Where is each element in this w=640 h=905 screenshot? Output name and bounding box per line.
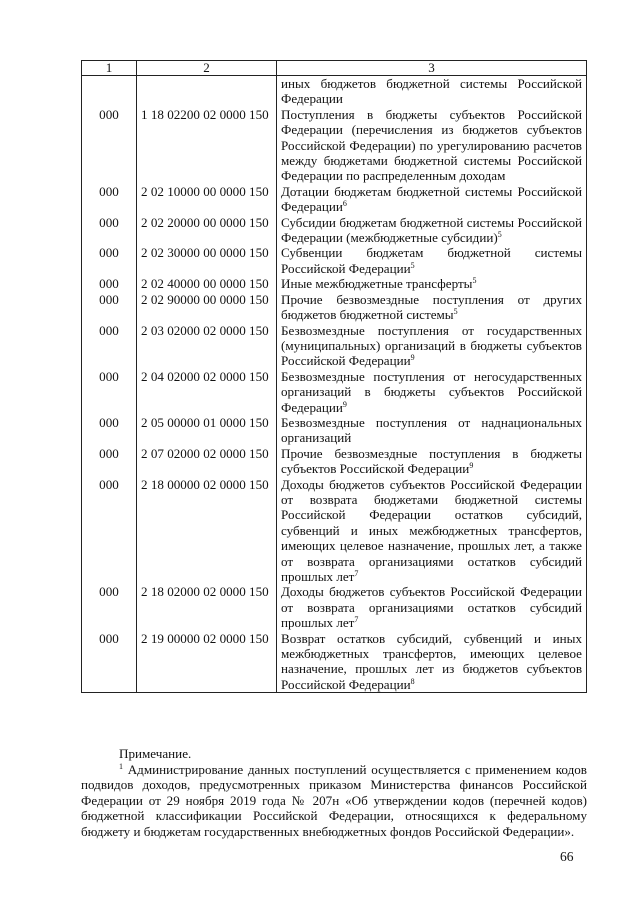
- revenue-name-cell: [277, 76, 587, 107]
- table-row: [82, 369, 587, 415]
- revenue-name-text: Прочие безвозмездные поступления от других бюджетов бюджетной системы: [281, 291, 582, 323]
- table-row: [82, 276, 587, 291]
- revenue-name-cell: [277, 415, 587, 446]
- note-title: Примечание.: [119, 746, 192, 761]
- revenue-codes-table: [81, 60, 587, 693]
- revenue-name-cell: [277, 215, 587, 246]
- table-row: [82, 245, 587, 276]
- admin-code-cell: 000: [82, 323, 137, 369]
- table-row: [82, 631, 587, 693]
- budget-classification-code-cell: 2 02 30000 00 0000 150: [137, 245, 277, 276]
- revenue-name-text: Доходы бюджетов субъектов Российской Федерации от возврата бюджетами бюджетной системы Российской Федерации остатков субсидий, субвенций и иных межбюджетных трансфертов, имеющих целевое назначение, прошлых лет, а также от возврата организациями остатков субсидий прошлых лет: [281, 476, 582, 584]
- budget-classification-code-cell: 2 07 02000 02 0000 150: [137, 446, 277, 477]
- admin-code-cell: 000: [82, 631, 137, 693]
- column-header-3: 3: [277, 61, 587, 76]
- admin-code-cell: 000: [82, 184, 137, 215]
- table-row: [82, 477, 587, 585]
- revenue-name-cell: [277, 446, 587, 477]
- revenue-name-cell: [277, 369, 587, 415]
- revenue-name-text: Безвозмездные поступления от наднациональных организаций: [281, 414, 582, 446]
- revenue-name-cell: [277, 323, 587, 369]
- note-text-paragraph: [81, 762, 587, 840]
- admin-code-cell: 000: [82, 292, 137, 323]
- revenue-name-cell: [277, 631, 587, 693]
- table-row: [82, 215, 587, 246]
- footnote-reference: 5: [453, 307, 458, 317]
- footnote-reference: 6: [342, 199, 347, 209]
- footnote-reference: 7: [354, 615, 359, 625]
- budget-classification-code-cell: 2 18 02000 02 0000 150: [137, 584, 277, 630]
- footnote-reference: 8: [410, 676, 415, 686]
- revenue-name-text: Иные межбюджетные трансферты: [281, 276, 473, 292]
- revenue-name-cell: [277, 276, 587, 291]
- revenue-name-text: Возврат остатков субсидий, субвенций и иных межбюджетных трансфертов, имеющих целевое назначение, прошлых лет из бюджетов субъектов Российской Федерации: [281, 630, 582, 692]
- note-marker: 1: [119, 761, 123, 771]
- budget-classification-code-cell: 2 02 90000 00 0000 150: [137, 292, 277, 323]
- footnote-reference: 5: [497, 230, 502, 240]
- admin-code-cell: 000: [82, 276, 137, 291]
- table-body: [82, 76, 587, 693]
- budget-classification-code-cell: 2 02 20000 00 0000 150: [137, 215, 277, 246]
- footnote-reference: 7: [354, 569, 359, 578]
- page-number: 66: [560, 849, 574, 864]
- budget-classification-code-cell: 2 04 02000 02 0000 150: [137, 369, 277, 415]
- table-row: [82, 76, 587, 107]
- footnote-reference: 9: [410, 353, 415, 363]
- table-row: [82, 292, 587, 323]
- revenue-name-cell: [277, 477, 587, 585]
- note-text: Администрирование данных поступлений осуществляется с применением кодов подвидов доходов, предусмотренных приказом Министерства финансов Российской Федерации от 29 ноября 2019 года № 207н «Об утверждении кодов (перечней кодов) бюджетной классификации Российской Федерации, относящихся к федеральному бюджету и бюджетам государственных внебюджетных фондов Российской Федерации».: [81, 761, 587, 839]
- admin-code-cell: [82, 76, 137, 107]
- revenue-name-text: иных бюджетов бюджетной системы Российской Федерации: [281, 76, 582, 107]
- revenue-name-text: Безвозмездные поступления от негосударственных организаций в бюджеты субъектов Российской Федерации: [281, 368, 582, 415]
- budget-classification-code-cell: 2 18 00000 02 0000 150: [137, 477, 277, 585]
- revenue-name-text: Субвенции бюджетам бюджетной системы Российской Федерации: [281, 245, 582, 276]
- revenue-name-text: Безвозмездные поступления от государственных (муниципальных) организаций в бюджеты субъектов Российской Федерации: [281, 322, 582, 369]
- admin-code-cell: 000: [82, 369, 137, 415]
- admin-code-cell: 000: [82, 446, 137, 477]
- budget-classification-code-cell: 2 02 40000 00 0000 150: [137, 276, 277, 291]
- revenue-name-cell: [277, 292, 587, 323]
- revenue-name-cell: [277, 245, 587, 276]
- revenue-name-cell: [277, 184, 587, 215]
- table-row: [82, 107, 587, 184]
- table-row: [82, 584, 587, 630]
- revenue-name-cell: [277, 584, 587, 630]
- budget-classification-code-cell: 1 18 02200 02 0000 150: [137, 107, 277, 184]
- revenue-name-text: Субсидии бюджетам бюджетной системы Российской Федерации (межбюджетные субсидии): [281, 214, 582, 246]
- admin-code-cell: 000: [82, 584, 137, 630]
- admin-code-cell: 000: [82, 215, 137, 246]
- admin-code-cell: 000: [82, 415, 137, 446]
- table-row: [82, 415, 587, 446]
- budget-classification-code-cell: 2 19 00000 02 0000 150: [137, 631, 277, 693]
- footnote-reference: 9: [342, 399, 347, 409]
- footnote-reference: 9: [469, 461, 474, 471]
- footnote-section: [81, 746, 587, 840]
- column-header-1: 1: [82, 61, 137, 76]
- table-row: [82, 446, 587, 477]
- budget-classification-code-cell: 2 02 10000 00 0000 150: [137, 184, 277, 215]
- budget-classification-code-cell: 2 03 02000 02 0000 150: [137, 323, 277, 369]
- footnote-reference: 5: [410, 260, 415, 270]
- footnote-reference: 5: [472, 276, 477, 286]
- revenue-name-text: Прочие безвозмездные поступления в бюджеты субъектов Российской Федерации: [281, 445, 582, 477]
- revenue-name-cell: [277, 107, 587, 184]
- revenue-name-text: Дотации бюджетам бюджетной системы Российской Федерации: [281, 183, 582, 215]
- admin-code-cell: 000: [82, 477, 137, 585]
- budget-classification-code-cell: 2 05 00000 01 0000 150: [137, 415, 277, 446]
- revenue-name-text: Доходы бюджетов субъектов Российской Федерации от возврата организациями остатков субсидий прошлых лет: [281, 584, 582, 631]
- revenue-name-text: Поступления в бюджеты субъектов Российской Федерации (перечисления из бюджетов субъектов Российской Федерации) по урегулированию расчетов между бюджетами бюджетной системы Российской Федерации по распределенным доходам: [281, 106, 582, 184]
- admin-code-cell: 000: [82, 245, 137, 276]
- admin-code-cell: 000: [82, 107, 137, 184]
- table-header-row: [82, 61, 587, 76]
- table-row: [82, 323, 587, 369]
- table-row: [82, 184, 587, 215]
- column-header-2: 2: [137, 61, 277, 76]
- budget-classification-code-cell: [137, 76, 277, 107]
